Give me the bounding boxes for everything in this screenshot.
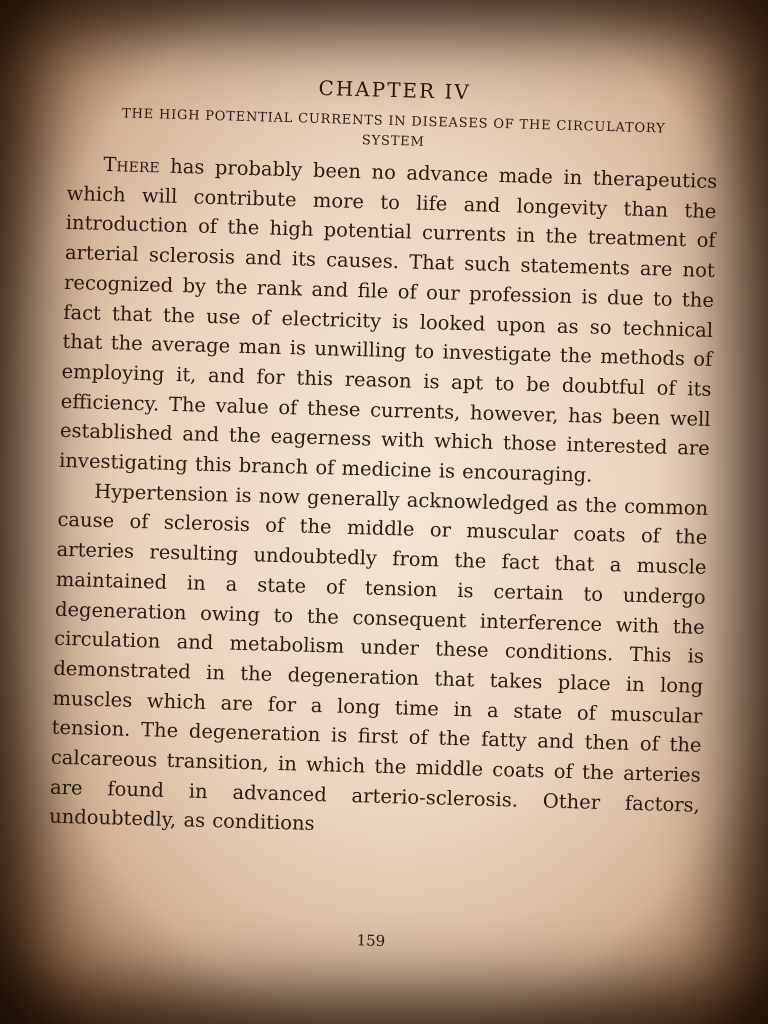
chapter-subtitle: THE HIGH POTENTIAL CURRENTS IN DISEASES OF THE CIRCULATORY SYSTEM: [121, 106, 666, 150]
book-page: [48, 69, 720, 951]
paragraph-2: Hypertension is now generally acknowledged as the common cause of sclerosis of the middle or muscular coats of the arteries resulting undoubtedly from the fact that a muscle maintained in a state of tension is certain to undergo degeneration owing to the consequent interference with the circulation and metabolism under these conditions. This is demonstrated in the degeneration that takes place in long muscles which are for a long time in a state of muscular tension. The degeneration is first of the fatty and then of the calcareous transition, in which the middle coats of the arteries are found in advanced arterio-sclerosis. Other factors, undoubtedly, as conditions: [48, 479, 709, 836]
paragraph-1-text: has probably been no advance made in therapeutics which will contribute more to life and longevity than the introduction of the high potential currents in the treatment of arterial sclerosis and its causes. That such statements are not recognized by the rank and file of our profession is due to the fact that the use of electricity is looked upon as so technical that the average man is unwilling to investigate the methods of employing it, and for this reason is apt to be doubtful of its efficiency. The value of these currents, however, has been well established and the eagerness with which those interested are investigating this branch of medicine is encouraging.: [58, 154, 718, 487]
page-number: 159: [356, 931, 386, 951]
paragraph-lead-word: There: [103, 152, 160, 178]
paragraph-1: [59, 149, 718, 494]
chapter-heading: CHAPTER IV: [318, 75, 472, 105]
